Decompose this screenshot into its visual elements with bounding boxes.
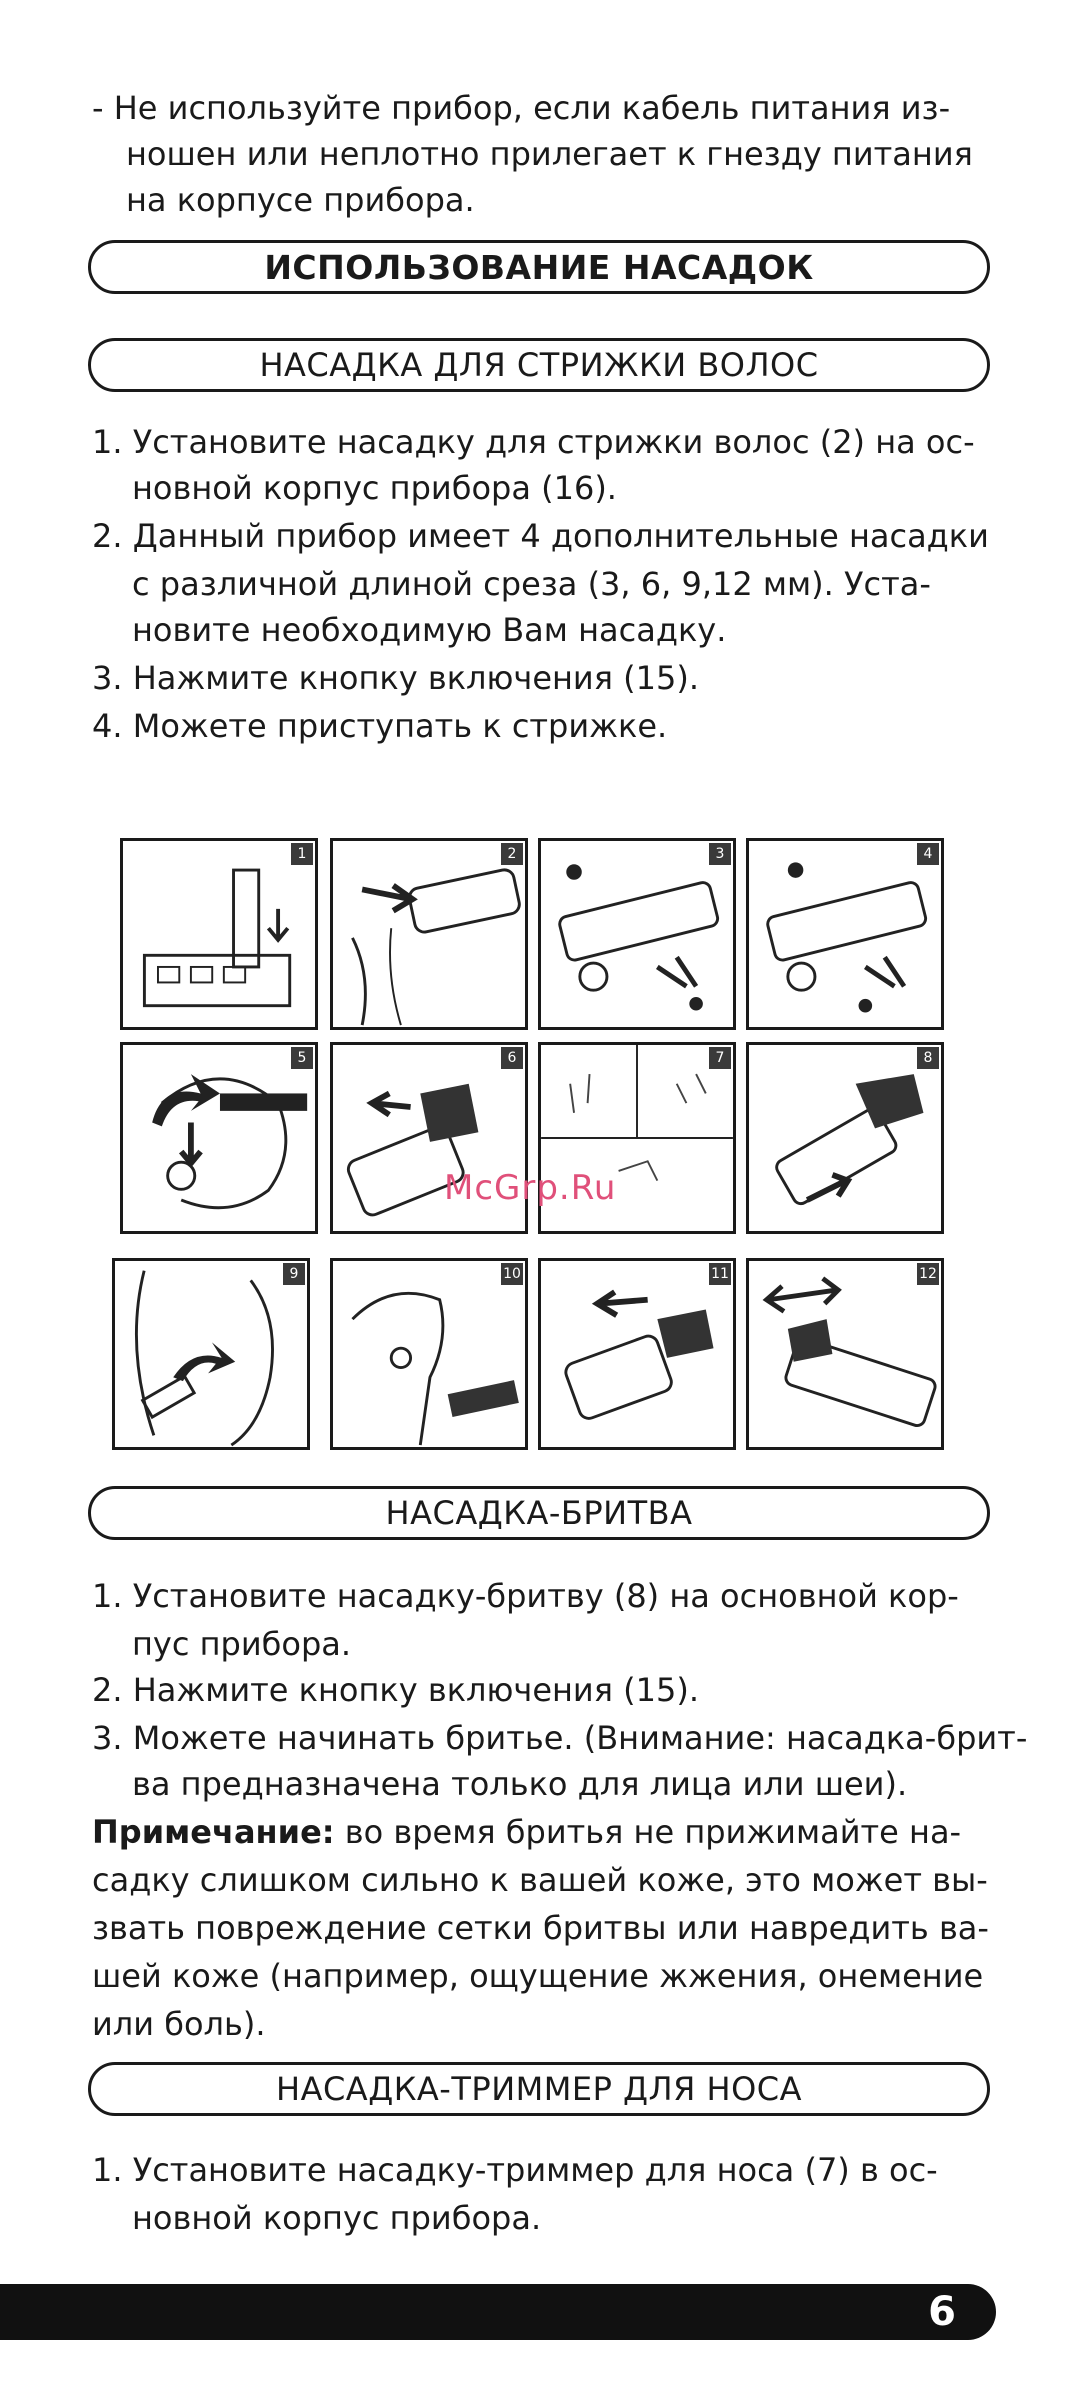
hair-step-4: 4. Можете приступать к стрижке. — [92, 707, 668, 745]
illustration-grid — [112, 838, 952, 1464]
nose-step-1: 1. Установите насадку-триммер для носа (7) в ос- — [92, 2151, 938, 2189]
hair-step-1-cont: новной корпус прибора (16). — [132, 469, 617, 507]
figure-number: 6 — [501, 1047, 523, 1069]
nose-heading: НАСАДКА-ТРИММЕР ДЛЯ НОСА — [88, 2062, 990, 2116]
figure-number: 8 — [917, 1047, 939, 1069]
razor-note — [92, 1808, 961, 1856]
razor-step-1-cont: пус прибора. — [132, 1625, 352, 1663]
razor-note-line: или боль). — [92, 2005, 266, 2043]
note-label: Примечание: — [92, 1813, 335, 1851]
watermark: McGrp.Ru — [444, 1168, 617, 1208]
figure-number: 7 — [709, 1047, 731, 1069]
figure-number: 11 — [709, 1263, 731, 1285]
figure-8 — [746, 1042, 944, 1234]
figure-9 — [112, 1258, 310, 1450]
footer-bar — [0, 2284, 996, 2340]
intro-line: - Не используйте прибор, если кабель питания из- — [92, 89, 951, 127]
razor-heading: НАСАДКА-БРИТВА — [88, 1486, 990, 1540]
figure-12 — [746, 1258, 944, 1450]
nose-step-1-cont: новной корпус прибора. — [132, 2199, 542, 2237]
razor-note-line: звать повреждение сетки бритвы или навредить ва- — [92, 1909, 989, 1947]
figure-number: 3 — [709, 843, 731, 865]
figure-number: 9 — [283, 1263, 305, 1285]
figure-11 — [538, 1258, 736, 1450]
razor-step-1: 1. Установите насадку-бритву (8) на основной кор- — [92, 1577, 959, 1615]
razor-step-3: 3. Можете начинать бритье. (Внимание: насадка-брит- — [92, 1719, 1028, 1757]
note-text: во время бритья не прижимайте на- — [334, 1813, 962, 1851]
figure-number: 12 — [917, 1263, 939, 1285]
figure-number: 5 — [291, 1047, 313, 1069]
figure-3 — [538, 838, 736, 1030]
hair-step-3: 3. Нажмите кнопку включения (15). — [92, 659, 699, 697]
hair-step-1: 1. Установите насадку для стрижки волос (2) на ос- — [92, 423, 975, 461]
hair-step-2-cont: новите необходимую Вам насадку. — [132, 611, 727, 649]
razor-step-3-cont: ва предназначена только для лица или шеи). — [132, 1765, 908, 1803]
figure-4 — [746, 838, 944, 1030]
hair-step-2-cont: с различной длиной среза (3, 6, 9,12 мм). Уста- — [132, 565, 931, 603]
figure-10 — [330, 1258, 528, 1450]
figure-number: 2 — [501, 843, 523, 865]
hair-heading: НАСАДКА ДЛЯ СТРИЖКИ ВОЛОС — [88, 338, 990, 392]
main-heading: ИСПОЛЬЗОВАНИЕ НАСАДОК — [88, 240, 990, 294]
figure-number: 1 — [291, 843, 313, 865]
figure-2 — [330, 838, 528, 1030]
razor-note-line: шей коже (например, ощущение жжения, онемение — [92, 1957, 984, 1995]
hair-step-2: 2. Данный прибор имеет 4 дополнительные насадки — [92, 517, 989, 555]
razor-step-2: 2. Нажмите кнопку включения (15). — [92, 1671, 699, 1709]
intro-line: ношен или неплотно прилегает к гнезду питания — [126, 135, 973, 173]
figure-1 — [120, 838, 318, 1030]
page-number: 6 — [928, 2289, 956, 2335]
figure-5 — [120, 1042, 318, 1234]
figure-number: 10 — [501, 1263, 523, 1285]
razor-note-line: садку слишком сильно к вашей коже, это может вы- — [92, 1861, 988, 1899]
figure-number: 4 — [917, 843, 939, 865]
intro-line: на корпусе прибора. — [126, 181, 475, 219]
